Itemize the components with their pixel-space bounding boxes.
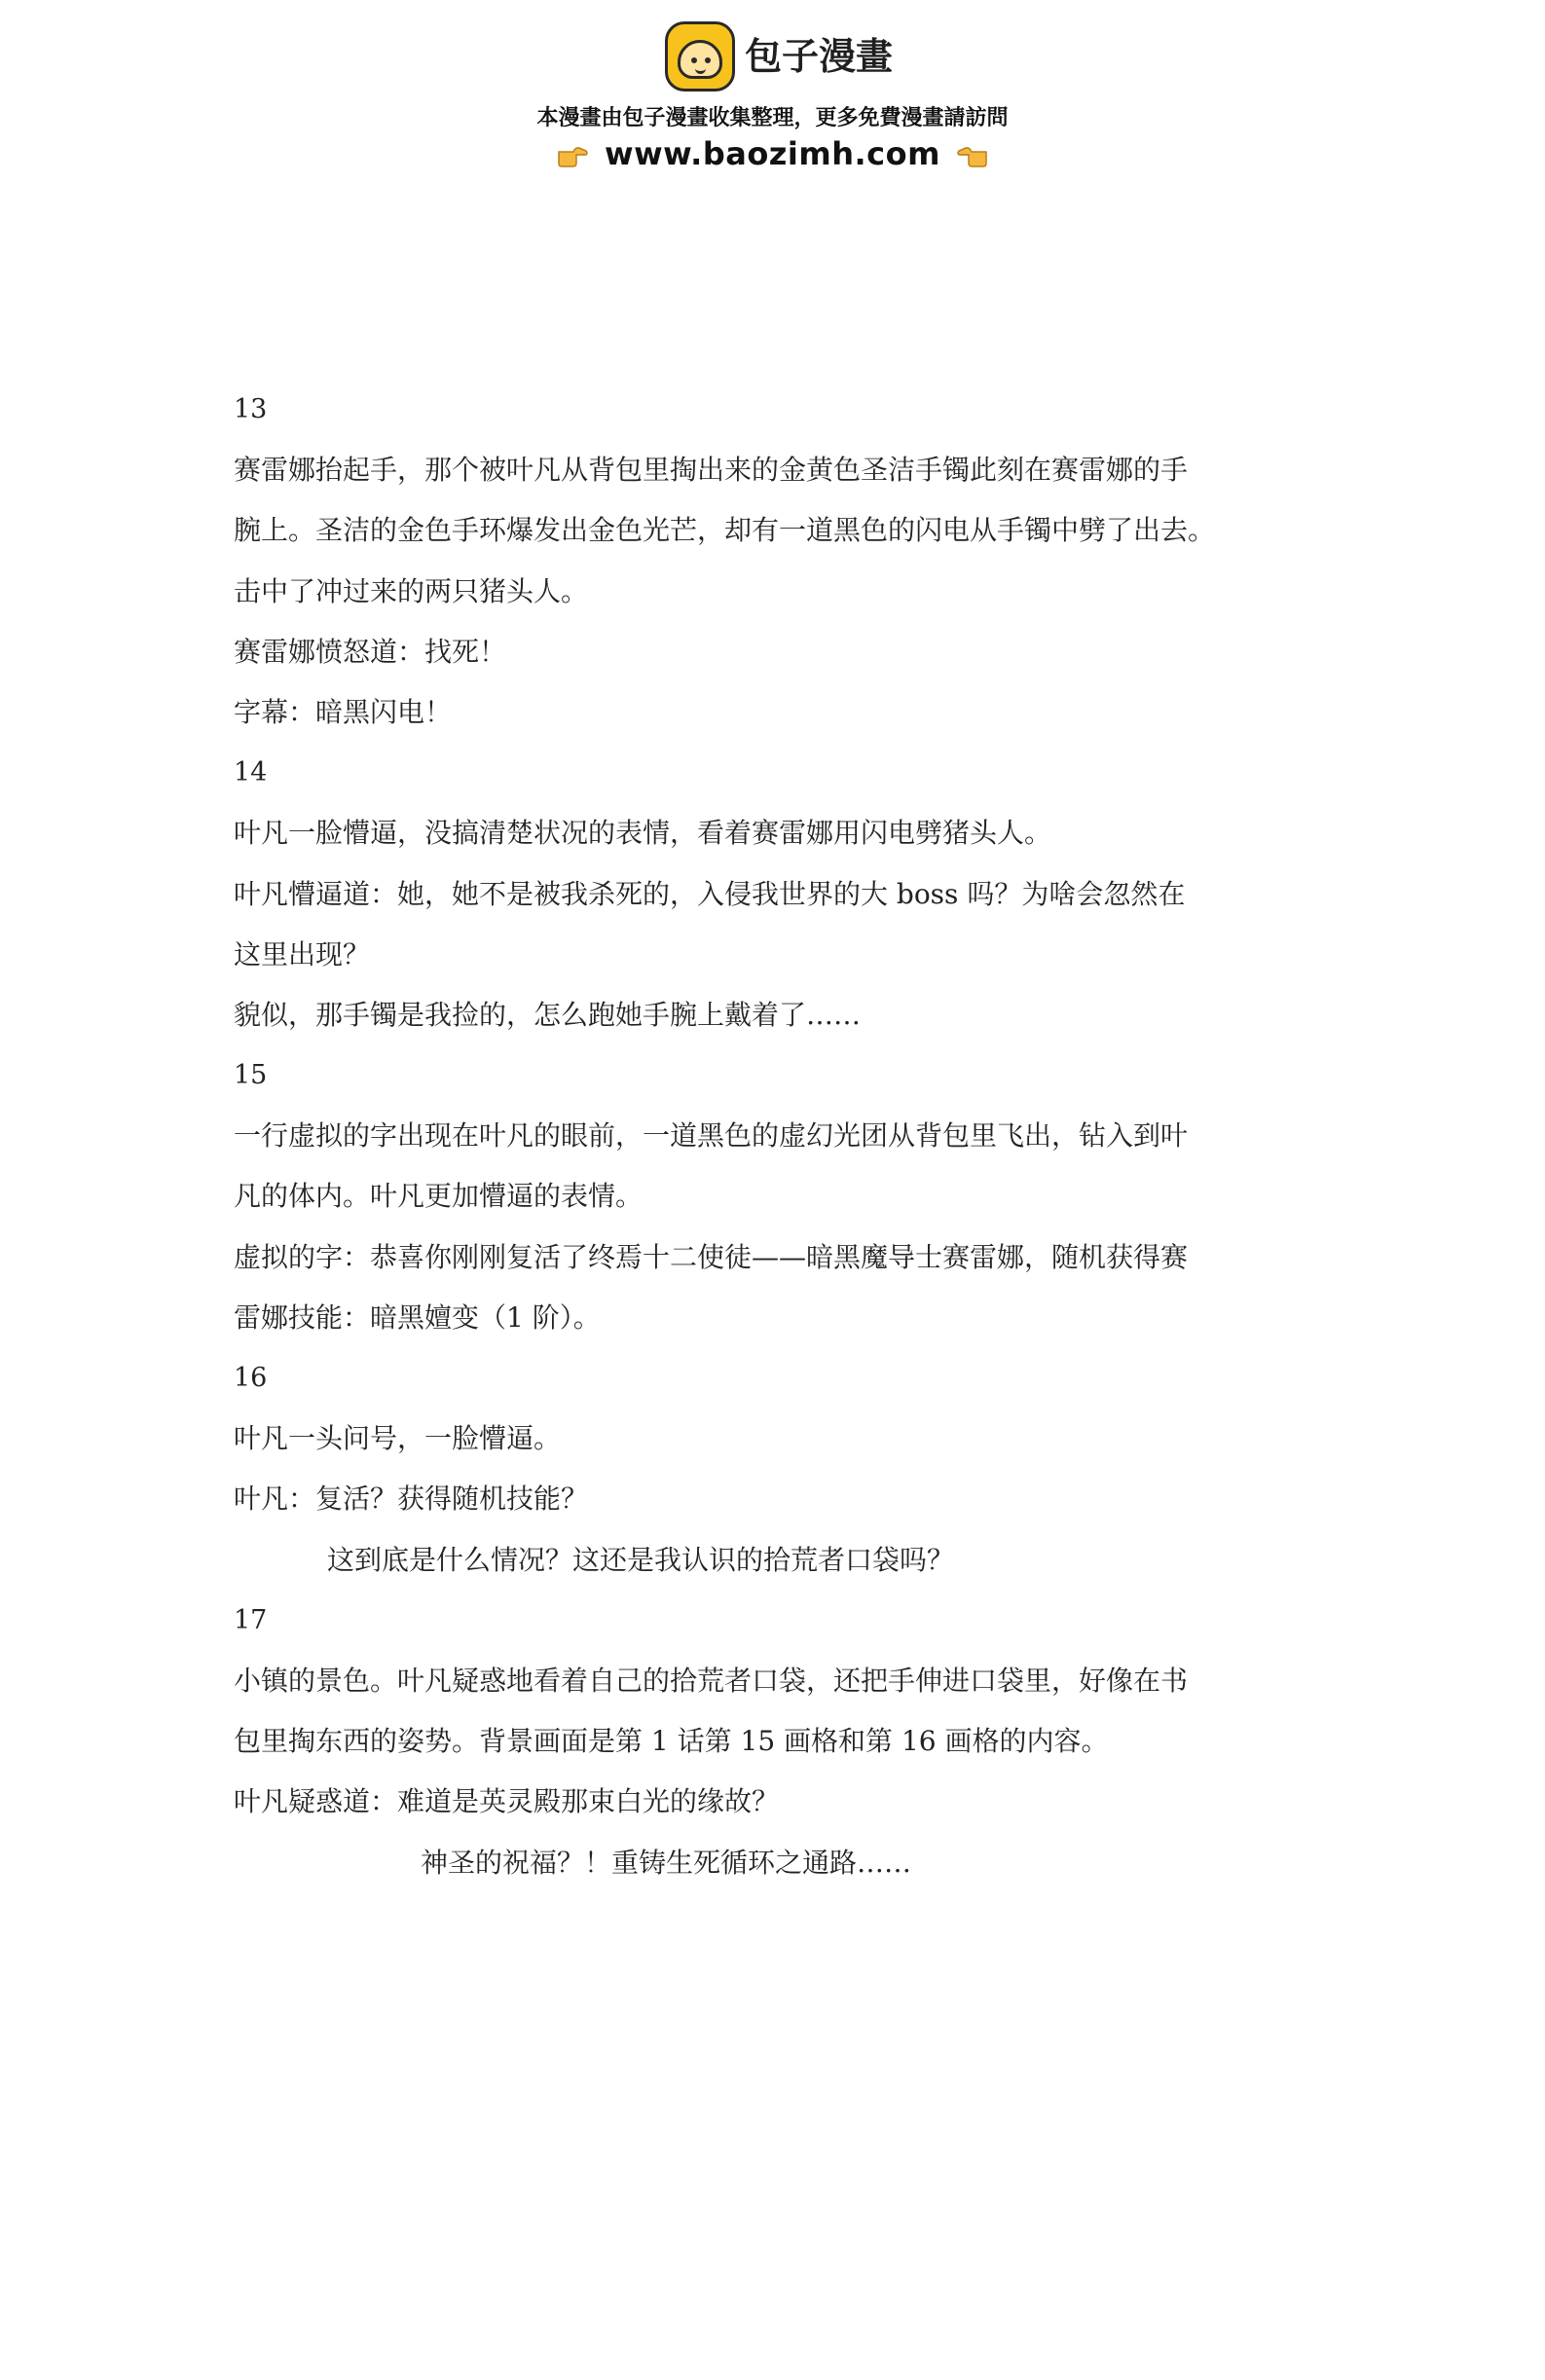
bun-logo-icon[interactable] xyxy=(665,21,735,92)
panel-14-dialogue-cont: 这里出现？ xyxy=(234,937,371,970)
pointing-left-hand-icon xyxy=(956,139,989,168)
site-link-row xyxy=(0,132,1545,175)
panel-15-system-text: 虚拟的字：恭喜你刚刚复活了终焉十二使徒——暗黑魔导士赛雷娜，随机获得赛 xyxy=(234,1240,1189,1273)
panel-17-description-cont: 包里掏东西的姿势。背景画面是第 1 话第 15 画格和第 16 画格的内容。 xyxy=(234,1725,1109,1758)
panel-13-description-end: 击中了冲过来的两只猪头人。 xyxy=(234,574,589,607)
panel-16-description: 叶凡一头问号，一脸懵逼。 xyxy=(234,1422,562,1455)
site-header xyxy=(0,0,1545,185)
panel-17-description: 小镇的景色。叶凡疑惑地看着自己的拾荒者口袋，还把手伸进口袋里，好像在书 xyxy=(234,1664,1189,1697)
panel-17-dialogue-cont: 神圣的祝福？！重铸生死循环之通路…… xyxy=(421,1846,912,1879)
bun-left-eye xyxy=(691,57,697,63)
bun-face xyxy=(678,40,722,79)
panel-13-description: 赛雷娜抬起手，那个被叶凡从背包里掏出来的金黄色圣洁手镯此刻在赛雷娜的手 xyxy=(234,454,1189,487)
panel-16-dialogue-cont: 这到底是什么情况？这还是我认识的拾荒者口袋吗？ xyxy=(327,1543,955,1576)
panel-13-dialogue: 赛雷娜愤怒道：找死！ xyxy=(234,635,507,668)
panel-number-13: 13 xyxy=(234,394,268,424)
panel-15-system-text-cont: 雷娜技能：暗黑嬗变（1 阶）。 xyxy=(234,1300,601,1334)
panel-13-description-cont: 腕上。圣洁的金色手环爆发出金色光芒，却有一道黑色的闪电从手镯中劈了出去。 xyxy=(234,514,1216,547)
site-url-link[interactable]: www.baozimh.com xyxy=(605,135,940,172)
panel-14-description: 叶凡一脸懵逼，没搞清楚状况的表情，看着赛雷娜用闪电劈猪头人。 xyxy=(234,817,1052,850)
bun-right-eye xyxy=(705,57,711,63)
panel-14-thought: 貌似，那手镯是我捡的，怎么跑她手腕上戴着了…… xyxy=(234,998,862,1031)
panel-17-dialogue: 叶凡疑惑道：难道是英灵殿那束白光的缘故？ xyxy=(234,1785,780,1818)
script-document-body xyxy=(234,380,1314,1893)
panel-14-dialogue: 叶凡懵逼道：她，她不是被我杀死的，入侵我世界的大 boss 吗？为啥会忽然在 xyxy=(234,877,1186,910)
brand-name[interactable]: 包子漫畫 xyxy=(745,35,894,78)
pointing-right-hand-icon xyxy=(556,139,589,168)
panel-16-dialogue: 叶凡：复活？获得随机技能？ xyxy=(234,1483,589,1516)
panel-number-17: 17 xyxy=(234,1604,268,1635)
bun-mouth xyxy=(695,65,706,74)
panel-15-description-cont: 凡的体内。叶凡更加懵逼的表情。 xyxy=(234,1180,644,1213)
collection-notice: 本漫畫由包子漫畫收集整理，更多免費漫畫請訪問 xyxy=(536,106,1009,130)
panel-number-16: 16 xyxy=(234,1363,268,1393)
panel-number-14: 14 xyxy=(234,757,268,788)
panel-number-15: 15 xyxy=(234,1060,268,1091)
panel-15-description: 一行虚拟的字出现在叶凡的眼前，一道黑色的虚幻光团从背包里飞出，钻入到叶 xyxy=(234,1119,1189,1153)
panel-13-caption: 字幕：暗黑闪电！ xyxy=(234,695,453,728)
